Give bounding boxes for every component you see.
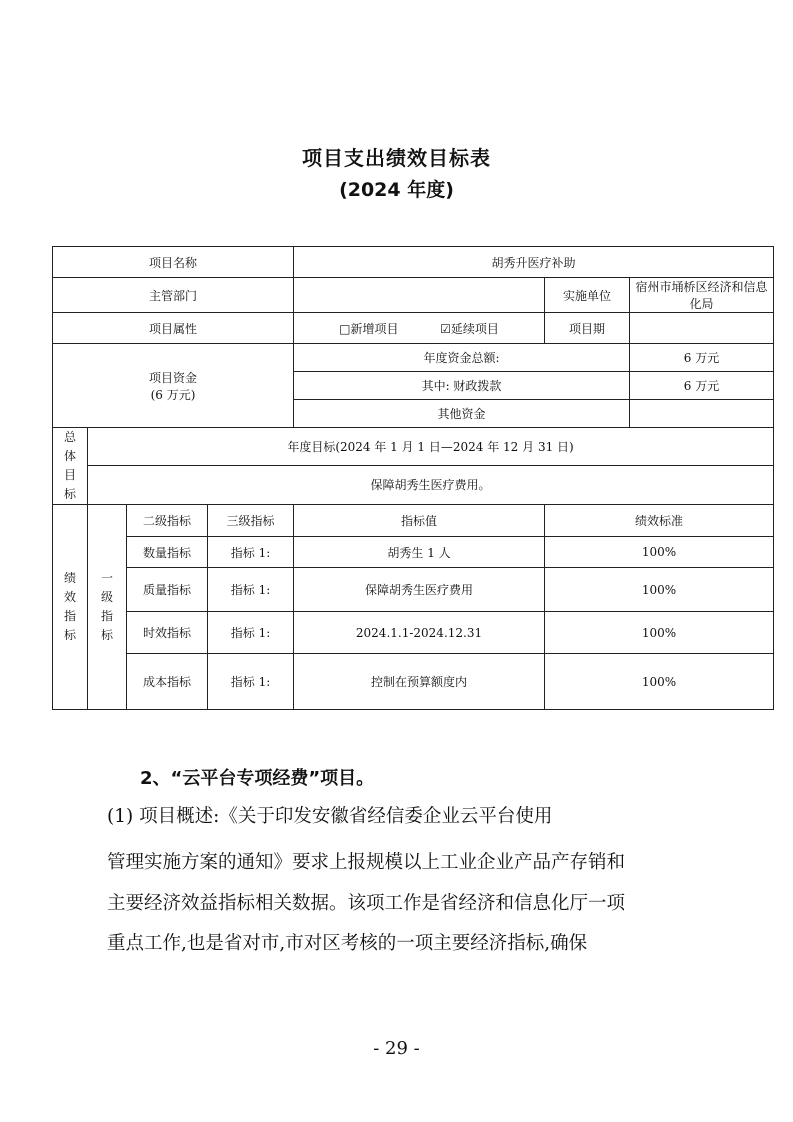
paragraph-line: 主要经济效益指标相关数据。该项工作是省经济和信息化厅一项 [107,893,626,914]
table-row [53,612,774,654]
dept-label: 主管部门 [53,278,294,313]
goal-content: 保障胡秀生医疗费用。 [88,465,774,504]
header-standard: 绩效标准 [545,505,774,537]
row-level2: 质量指标 [127,568,208,612]
fiscal-label: 其中: 财政拨款 [294,372,630,400]
paragraph-line: (1) 项目概述:《关于印发安徽省经信委企业云平台使用 [107,806,553,827]
table-title: 项目支出绩效目标表 [302,146,491,170]
row-level3: 指标 1: [208,612,294,654]
attr-label: 项目属性 [53,313,294,344]
header-level2: 二级指标 [127,505,208,537]
impl-unit-label: 实施单位 [545,278,630,313]
row-value: 2024.1.1-2024.12.31 [294,612,545,654]
section-heading: 2、“云平台专项经费”项目。 [140,768,375,789]
project-name-value: 胡秀升医疗补助 [294,247,774,278]
row-level3: 指标 1: [208,537,294,568]
row-level2: 数量指标 [127,537,208,568]
header-level3: 三级指标 [208,505,294,537]
performance-table [52,246,774,710]
funds-label-cell [53,344,294,428]
table-subtitle: (2024 年度) [339,179,454,201]
funds-total: (6 万元) [150,387,196,402]
other-funds-label: 其他资金 [294,400,630,428]
row-value: 保障胡秀生医疗费用 [294,568,545,612]
row-standard: 100% [545,568,774,612]
row-value: 控制在预算额度内 [294,654,545,710]
period-label: 项目期 [545,313,630,344]
row-level3: 指标 1: [208,654,294,710]
row-standard: 100% [545,537,774,568]
table-row [53,537,774,568]
page-number: - 29 - [373,1038,420,1059]
paragraph-line: 管理实施方案的通知》要求上报规模以上工业企业产品产存销和 [107,852,626,873]
other-funds-value [630,400,774,428]
impl-unit-value: 宿州市埇桥区经济和信息化局 [630,278,774,313]
fiscal-value: 6 万元 [630,372,774,400]
level1-indicator-label: 一 级 指 标 [88,505,127,710]
table-row [53,568,774,612]
paragraph-line: 重点工作,也是省对市,市对区考核的一项主要经济指标,确保 [107,933,588,954]
header-value: 指标值 [294,505,545,537]
annual-total-label: 年度资金总额: [294,344,630,372]
overall-goal-label: 总 体 目 标 [53,428,88,505]
row-level2: 成本指标 [127,654,208,710]
attr-options [294,313,545,344]
row-standard: 100% [545,612,774,654]
period-value [630,313,774,344]
annual-goal: 年度目标(2024 年 1 月 1 日—2024 年 12 月 31 日) [88,428,774,466]
attr-continue-option: ☑延续项目 [440,321,499,336]
row-level2: 时效指标 [127,612,208,654]
table-row [53,654,774,710]
funds-label: 项目资金 [149,370,198,385]
dept-value [294,278,545,313]
performance-indicator-label: 绩 效 指 标 [53,505,88,710]
project-name-label: 项目名称 [53,247,294,278]
row-value: 胡秀生 1 人 [294,537,545,568]
row-level3: 指标 1: [208,568,294,612]
attr-new-option: □新增项目 [339,321,399,336]
annual-total-value: 6 万元 [630,344,774,372]
row-standard: 100% [545,654,774,710]
